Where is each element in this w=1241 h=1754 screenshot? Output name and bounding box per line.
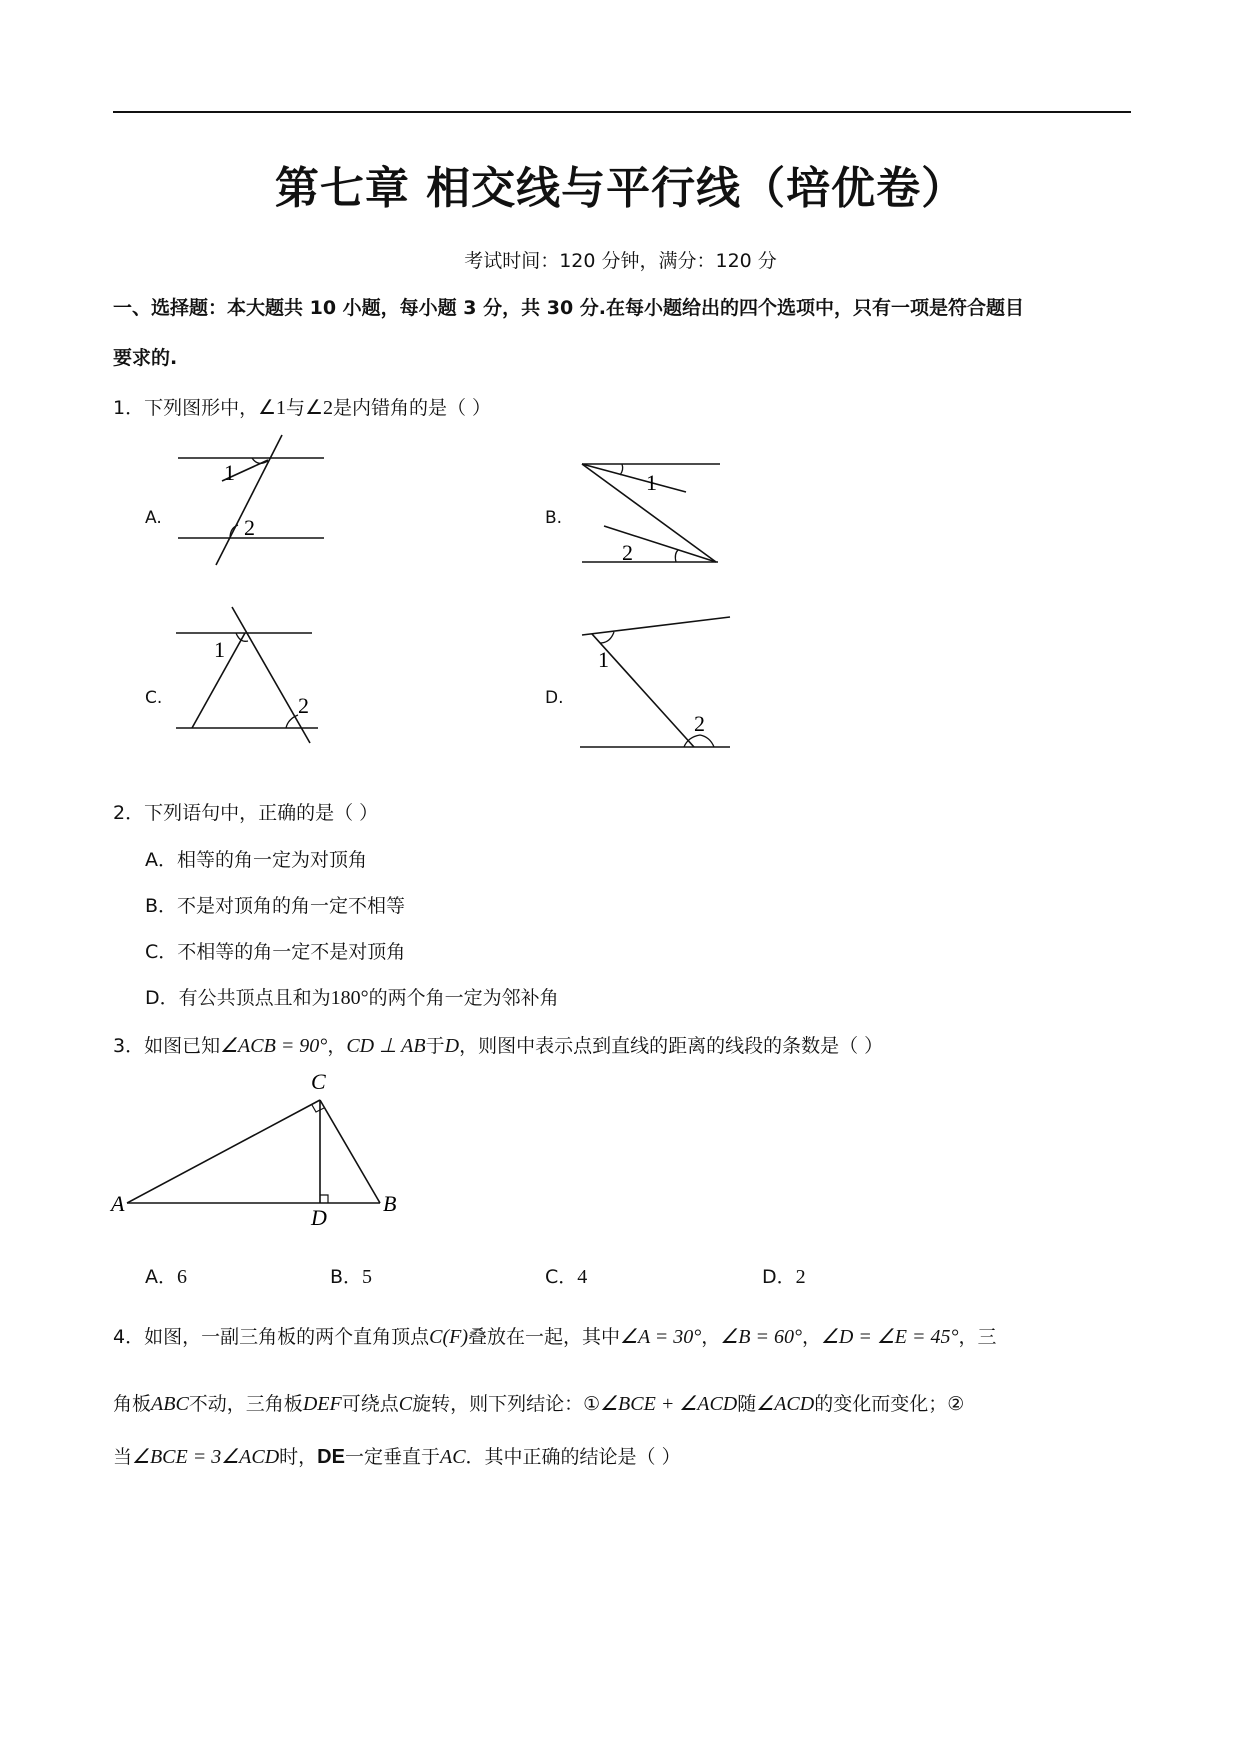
- option-d-label: D.: [545, 688, 564, 708]
- question-number: 2．: [113, 802, 145, 824]
- angle-1: ∠1: [258, 397, 287, 419]
- figure-3-triangle: [105, 1065, 415, 1235]
- figure-1c: [170, 605, 330, 745]
- label-1: 1: [224, 460, 235, 485]
- figure-1a: [170, 425, 330, 575]
- point-d: D: [311, 1205, 327, 1230]
- q3-option-d: D．2: [762, 1266, 806, 1288]
- section-heading-cont: 要求的.: [113, 347, 178, 369]
- math-180: 180°: [330, 987, 369, 1009]
- q2-option-c: C．不相等的角一定不是对顶角: [145, 941, 406, 963]
- q2-option-a: A．相等的角一定为对顶角: [145, 849, 367, 871]
- label-2: 2: [622, 540, 633, 565]
- label-1: 1: [646, 470, 657, 495]
- question-number: 4．: [113, 1326, 145, 1348]
- point-b: B: [383, 1191, 397, 1216]
- question-4-line-3: 当∠BCE = 3∠ACD时，DE一定垂直于AC．其中正确的结论是（ ）: [113, 1446, 681, 1468]
- q2-option-b: B．不是对顶角的角一定不相等: [145, 895, 406, 917]
- top-rule: [113, 111, 1131, 113]
- q3-option-b: B．5: [330, 1266, 373, 1288]
- figure-1b: [570, 450, 730, 570]
- exam-info: 考试时间：120 分钟，满分：120 分: [464, 250, 777, 272]
- question-3-stem: 3．如图已知∠ACB = 90°，CD ⊥ AB于D，则图中表示点到直线的距离的线段的条数是（ ）: [113, 1035, 884, 1057]
- question-number: 1．: [113, 397, 145, 419]
- label-1: 1: [214, 637, 225, 662]
- point-a: A: [111, 1191, 125, 1216]
- label-1: 1: [598, 647, 609, 672]
- option-c-label: C.: [145, 688, 163, 708]
- question-number: 3．: [113, 1035, 145, 1057]
- option-a-label: A.: [145, 508, 162, 528]
- label-2: 2: [298, 693, 309, 718]
- question-4-line-1: 4．如图，一副三角板的两个直角顶点C(F)叠放在一起，其中∠A = 30°，∠B = 60°，∠D = ∠E = 45°，三: [113, 1326, 997, 1348]
- q2-option-d: D．有公共顶点且和为180°的两个角一定为邻补角: [145, 987, 559, 1009]
- angle-2: ∠2: [305, 397, 333, 419]
- section-heading: 一、选择题：本大题共 10 小题，每小题 3 分，共 30 分.在每小题给出的四个选项中，只有一项是符合题目: [113, 297, 1025, 319]
- figure-1d: [570, 605, 740, 755]
- label-2: 2: [244, 515, 255, 540]
- q3-option-a: A．6: [145, 1266, 187, 1288]
- question-2-stem: 2．下列语句中，正确的是（ ）: [113, 802, 379, 824]
- point-c: C: [311, 1069, 326, 1094]
- question-1-stem: 1．下列图形中，∠1与∠2是内错角的是（ ）: [113, 397, 492, 419]
- q3-option-c: C．4: [545, 1266, 588, 1288]
- option-b-label: B.: [545, 508, 563, 528]
- page-title: 第七章 相交线与平行线（培优卷）: [274, 163, 967, 214]
- question-4-line-2: 角板ABC不动，三角板DEF可绕点C旋转，则下列结论：①∠BCE + ∠ACD随∠ACD的变化而变化；②: [113, 1393, 965, 1415]
- label-2: 2: [694, 711, 705, 736]
